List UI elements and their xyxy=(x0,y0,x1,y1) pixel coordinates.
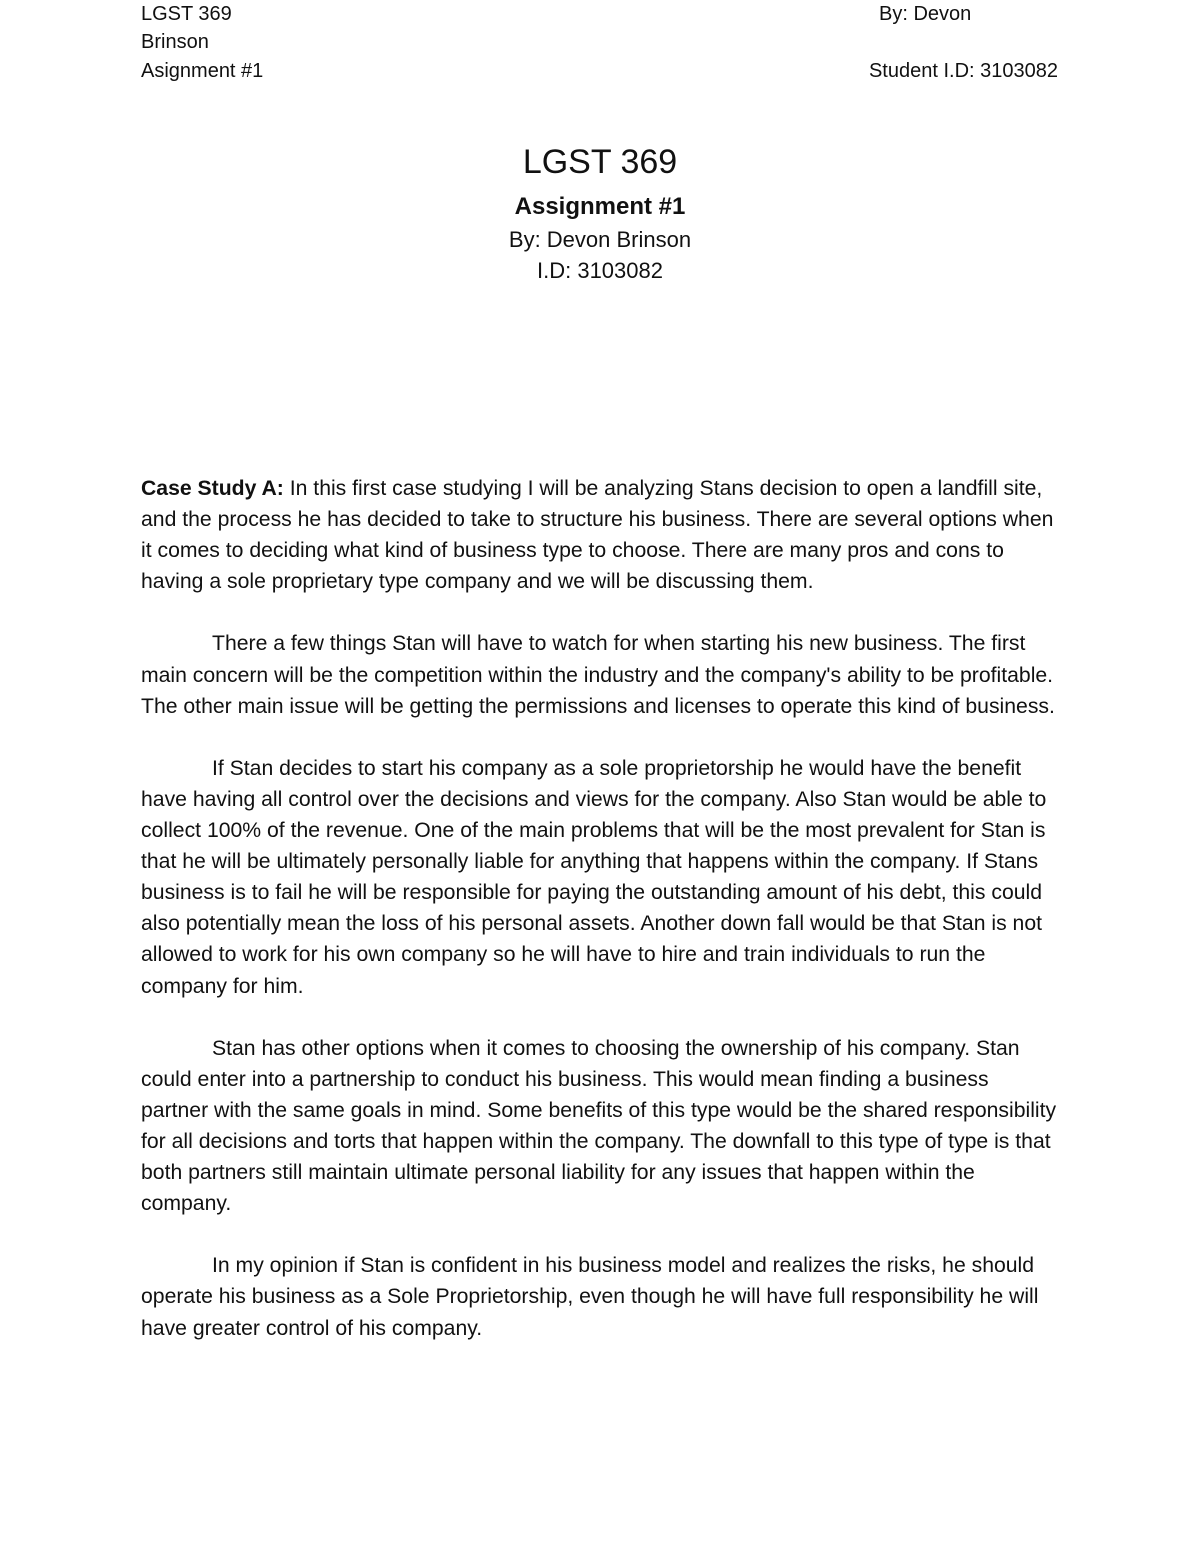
paragraph-5: In my opinion if Stan is confident in his business model and realizes the risks, he should operate his business as a Sole Proprietorship, even though he will have full responsibility he will have greater control of his company. xyxy=(141,1254,1039,1340)
document-body xyxy=(141,473,1061,1375)
case-study-label: Case Study A: xyxy=(141,477,284,500)
document-subtitle: Assignment #1 xyxy=(514,193,686,220)
paragraph-3: If Stan decides to start his company as a sole proprietorship he would have the benefit have having all control over the decisions and views for the company. Also Stan would be able to collect 100% of the revenue. One of the main problems that will be the most prevalent for Stan is that he will be ultimately personally liable for anything that happens within the company. If Stans business is to fail he will be responsible for paying the outstanding amount of his debt, this could also potentially mean the loss of his personal assets. Another down fall would be that Stan is not allowed to work for his own company so he will have to hire and train individuals to run the company for him. xyxy=(141,756,1047,998)
document-id: I.D: 3103082 xyxy=(537,258,663,283)
title-block xyxy=(0,140,1200,286)
document-author: By: Devon Brinson xyxy=(508,227,692,252)
header-student-id: Student I.D: 3103082 xyxy=(868,60,1058,82)
paragraph-1-text: In this first case studying I will be analyzing Stans decision to open a landfill site, and the process he has decided to take to structure his business. There are several options when it comes to deciding what kind of business type to choose. There are many pros and cons to having a sole proprietary type company and we will be discussing them. xyxy=(141,477,1054,594)
header-author-last: Brinson xyxy=(141,31,209,53)
paragraph-4: Stan has other options when it comes to choosing the ownership of his company. Stan could enter into a partnership to conduct his business. This would mean finding a business partner with the same goals in mind. Some benefits of this type would be the shared responsibility for all decisions and torts that happen within the company. The downfall to this type of type is that both partners still maintain ultimate personal liability for any issues that happen within the company. xyxy=(141,1036,1057,1216)
header-assignment: Asignment #1 xyxy=(141,60,264,82)
paragraph-2: There a few things Stan will have to watch for when starting his new business. The first main concern will be the competition within the industry and the company's ability to be profitable. The other main issue will be getting the permissions and licenses to operate this kind of business. xyxy=(141,632,1055,718)
header-course: LGST 369 xyxy=(141,3,232,25)
header-author-first: By: Devon xyxy=(879,3,972,25)
paragraph-1 xyxy=(141,473,1061,597)
document-title: LGST 369 xyxy=(522,143,678,181)
